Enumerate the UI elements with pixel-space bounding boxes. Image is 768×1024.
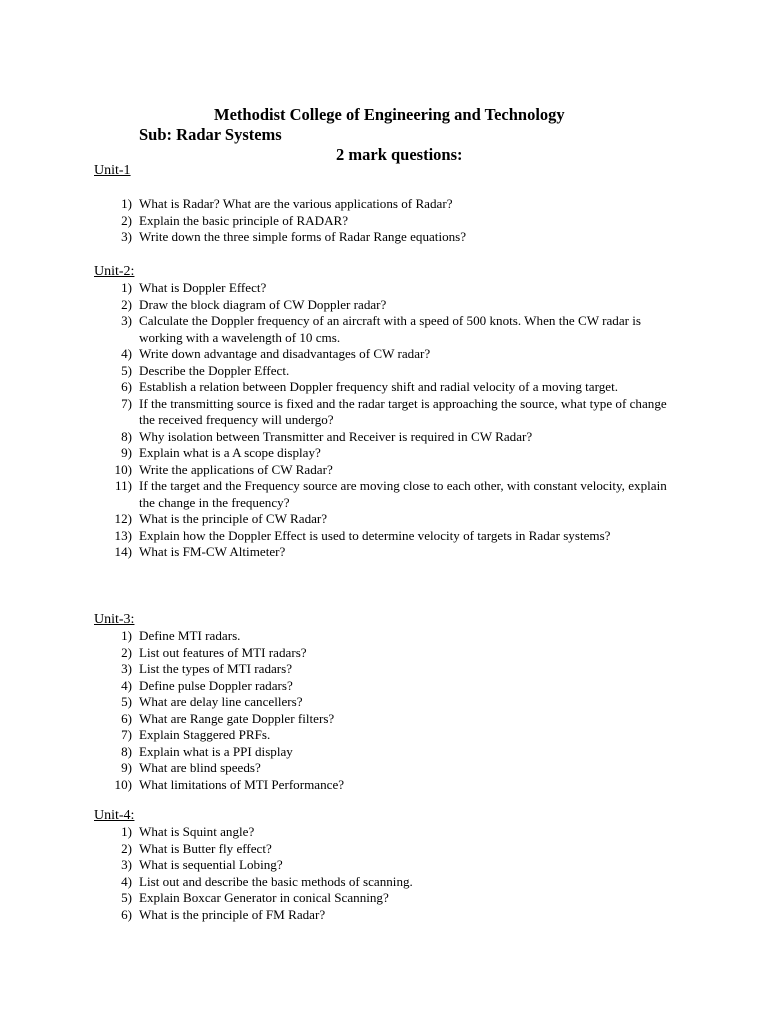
unit-3-section — [94, 612, 694, 793]
question-item — [94, 841, 674, 858]
question-item — [94, 760, 674, 777]
question-text: What are delay line cancellers? — [139, 694, 303, 709]
question-item — [94, 645, 674, 662]
question-item — [94, 363, 674, 380]
question-number: 8) — [121, 743, 132, 759]
question-item — [94, 511, 674, 528]
question-item — [94, 727, 674, 744]
question-text: What is Radar? What are the various applications of Radar? — [139, 196, 453, 211]
question-item — [94, 280, 674, 297]
question-number: 12) — [114, 511, 132, 526]
question-text: What is Butter fly effect? — [139, 840, 272, 856]
question-text: Why isolation between Transmitter and Receiver is required in CW Radar? — [139, 428, 533, 444]
question-number: 2) — [121, 212, 132, 228]
question-number: 1) — [121, 628, 132, 643]
question-text: If the transmitting source is fixed and the radar target is approaching the source, what type of change the received frequency will undergo? — [139, 395, 667, 427]
question-number: 10) — [114, 776, 132, 792]
question-item — [94, 661, 674, 678]
question-text: Write the applications of CW Radar? — [139, 461, 333, 477]
question-number: 8) — [121, 428, 132, 444]
question-item — [94, 346, 674, 363]
question-text: What is Doppler Effect? — [139, 280, 267, 295]
question-item — [94, 229, 674, 246]
college-title: Methodist College of Engineering and Technology — [214, 105, 565, 124]
unit-4-question-list — [94, 824, 694, 923]
question-number: 7) — [121, 727, 132, 742]
question-text: Explain the basic principle of RADAR? — [139, 212, 349, 228]
question-number: 4) — [121, 346, 132, 361]
unit-4-title: Unit-4: — [94, 808, 135, 823]
question-number: 2) — [121, 296, 132, 312]
question-number: 6) — [121, 906, 132, 922]
unit-2-title: Unit-2: — [94, 264, 135, 279]
question-number: 9) — [121, 760, 132, 775]
question-number: 9) — [121, 445, 132, 460]
question-item — [94, 678, 674, 695]
unit-2-section — [94, 264, 694, 561]
question-number: 11) — [115, 478, 132, 493]
question-text: List the types of MTI radars? — [139, 661, 293, 676]
question-text: What is Squint angle? — [139, 824, 255, 839]
question-number: 10) — [114, 461, 132, 477]
question-number: 1) — [121, 824, 132, 839]
question-text: What is sequential Lobing? — [139, 857, 283, 872]
unit-3-title: Unit-3: — [94, 612, 135, 627]
question-text: What are blind speeds? — [139, 760, 261, 775]
question-item — [94, 445, 674, 462]
question-item — [94, 857, 674, 874]
question-text: Explain Boxcar Generator in conical Scanning? — [139, 890, 389, 905]
question-text: Explain what is a PPI display — [139, 743, 293, 759]
question-text: Describe the Doppler Effect. — [139, 362, 290, 378]
question-text: Define pulse Doppler radars? — [139, 677, 293, 693]
question-number: 5) — [121, 362, 132, 378]
question-text: Write down the three simple forms of Radar Range equations? — [139, 229, 467, 244]
question-item — [94, 628, 674, 645]
question-text: List out features of MTI radars? — [139, 644, 307, 660]
question-text: What is the principle of CW Radar? — [139, 511, 328, 526]
unit-4-section — [94, 808, 694, 923]
unit-3-question-list — [94, 628, 694, 793]
question-item — [94, 824, 674, 841]
question-item — [94, 462, 674, 479]
question-text: What is the principle of FM Radar? — [139, 906, 326, 922]
question-number: 3) — [121, 313, 132, 328]
question-text: What is FM-CW Altimeter? — [139, 544, 286, 559]
question-number: 4) — [121, 677, 132, 693]
question-item — [94, 196, 674, 213]
question-text: Explain Staggered PRFs. — [139, 727, 271, 742]
question-text: List out and describe the basic methods of scanning. — [139, 873, 413, 889]
question-number: 3) — [121, 229, 132, 244]
question-number: 2) — [121, 644, 132, 660]
question-number: 13) — [114, 527, 132, 543]
question-number: 5) — [121, 694, 132, 709]
unit-1-section — [94, 163, 694, 246]
subject-title: Sub: Radar Systems — [139, 125, 282, 144]
question-item — [94, 890, 674, 907]
question-item — [94, 297, 674, 314]
question-item — [94, 544, 674, 561]
question-number: 3) — [121, 661, 132, 676]
question-number: 3) — [121, 857, 132, 872]
question-number: 14) — [114, 544, 132, 559]
question-item — [94, 213, 674, 230]
question-item — [94, 777, 674, 794]
question-item — [94, 313, 674, 346]
question-text: Explain what is a A scope display? — [139, 445, 321, 460]
question-item — [94, 528, 674, 545]
question-text: Establish a relation between Doppler frequency shift and radial velocity of a moving target. — [139, 379, 618, 394]
question-item — [94, 478, 674, 511]
question-number: 5) — [121, 890, 132, 905]
question-text: Draw the block diagram of CW Doppler radar? — [139, 296, 387, 312]
question-item — [94, 379, 674, 396]
question-item — [94, 711, 674, 728]
question-item — [94, 429, 674, 446]
question-item — [94, 694, 674, 711]
question-number: 6) — [121, 710, 132, 726]
question-number: 1) — [121, 196, 132, 211]
question-text: Explain how the Doppler Effect is used to determine velocity of targets in Radar systems? — [139, 527, 611, 543]
question-text: Define MTI radars. — [139, 628, 241, 643]
question-item — [94, 874, 674, 891]
question-item — [94, 396, 674, 429]
question-text: If the target and the Frequency source are moving close to each other, with constant velocity, explain the change in the frequency? — [139, 478, 667, 510]
question-text: What limitations of MTI Performance? — [139, 776, 345, 792]
question-number: 1) — [121, 280, 132, 295]
question-number: 7) — [121, 395, 132, 411]
question-text: Calculate the Doppler frequency of an aircraft with a speed of 500 knots. When the CW radar is working with a wavelength of 10 cms. — [139, 313, 641, 345]
question-item — [94, 907, 674, 924]
unit-2-question-list — [94, 280, 694, 561]
unit-1-title: Unit-1 — [94, 163, 131, 178]
question-text: What are Range gate Doppler filters? — [139, 710, 335, 726]
question-text: Write down advantage and disadvantages of CW radar? — [139, 346, 431, 361]
question-number: 4) — [121, 873, 132, 889]
question-number: 6) — [121, 379, 132, 394]
question-item — [94, 744, 674, 761]
unit-1-question-list — [94, 196, 694, 246]
question-type-heading: 2 mark questions: — [336, 145, 463, 164]
question-number: 2) — [121, 840, 132, 856]
